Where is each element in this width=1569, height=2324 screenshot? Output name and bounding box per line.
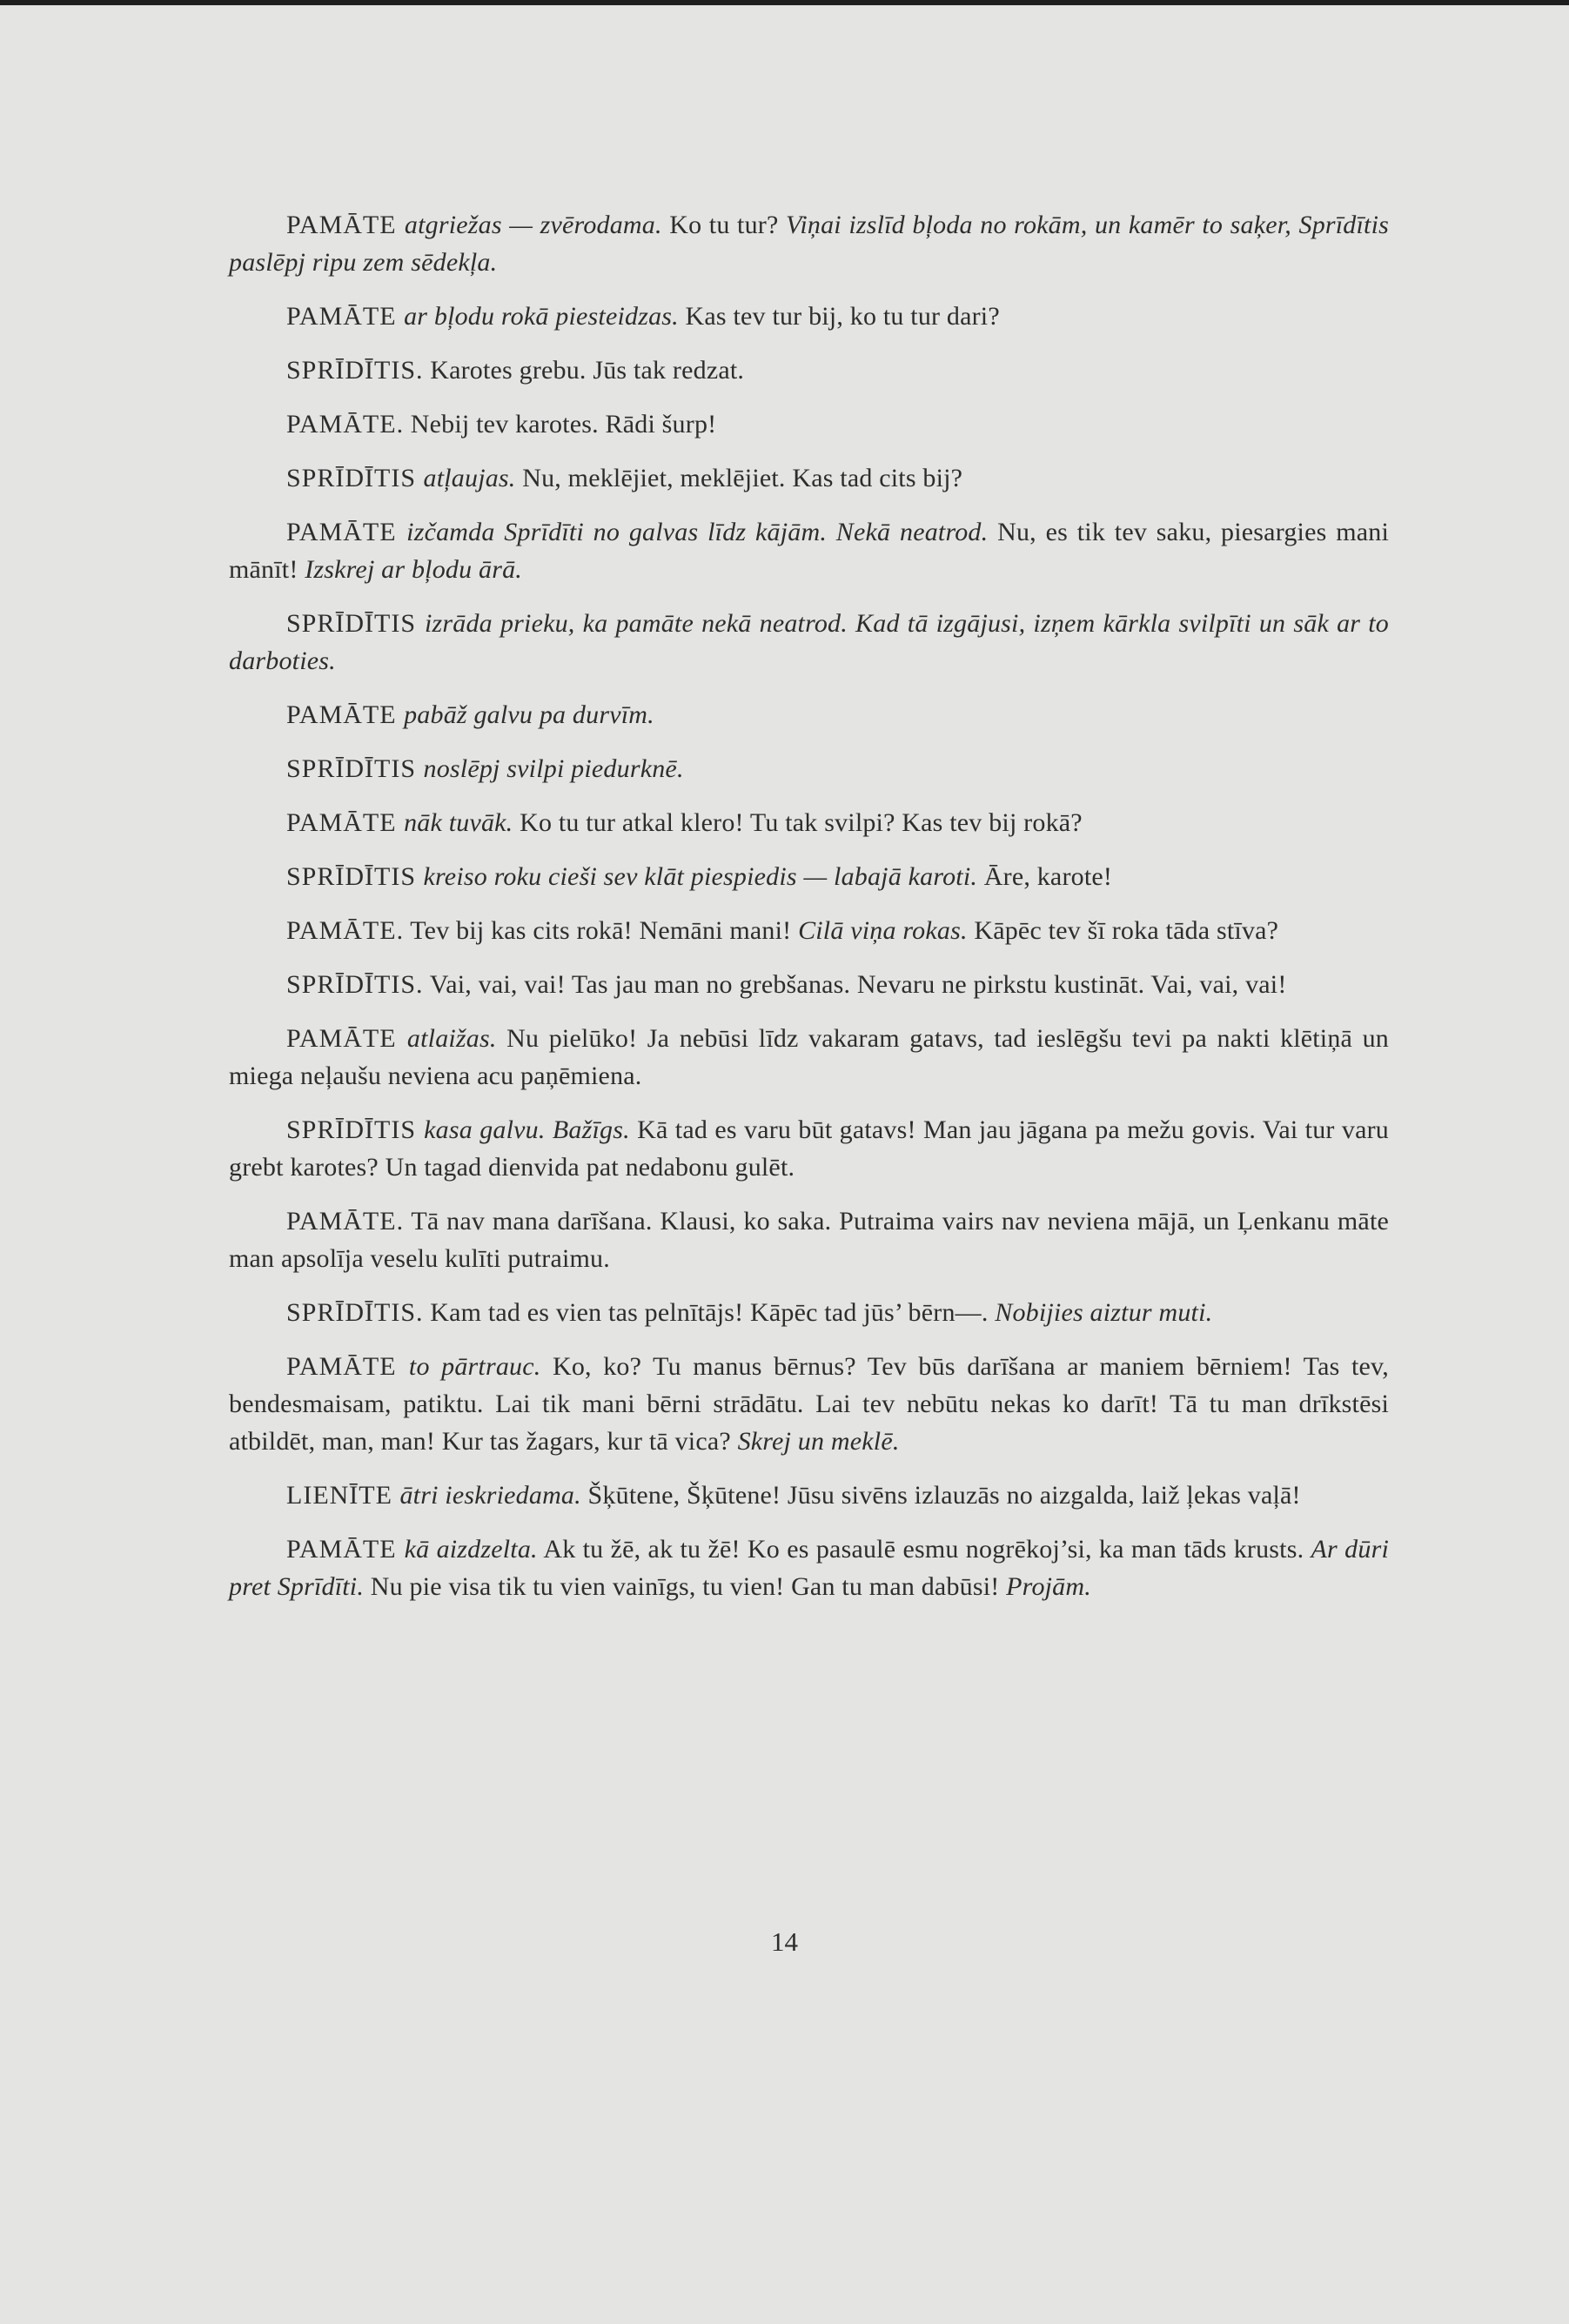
spoken-text: Kas tev tur bij, ko tu tur dari? <box>678 302 1000 331</box>
stage-direction: atgriežas — zvērodama. <box>404 211 662 239</box>
stage-direction: Projām. <box>1006 1572 1091 1601</box>
page-text <box>229 206 1389 1622</box>
speaker-name: SPRĪDĪTIS <box>286 464 424 492</box>
stage-direction: noslēpj svilpi piedurknē. <box>423 754 684 783</box>
speaker-name: SPRĪDĪTIS <box>286 862 424 891</box>
dialogue-paragraph <box>229 206 1389 281</box>
dialogue-paragraph <box>229 804 1389 841</box>
speaker-name: PAMĀTE <box>286 808 405 837</box>
spoken-text: Kam tad es vien tas pelnītājs! Kāpēc tad jūs’ bērn—. <box>423 1298 996 1327</box>
spoken-text: Nebij tev karotes. Rādi šurp! <box>404 410 717 439</box>
speaker-name: PAMĀTE. <box>286 1207 405 1236</box>
spoken-text: Kā tad es varu būt gatavs! Man jau jāgana pa mežu govis. Vai tur varu grebt karotes? Un tagad dienvida pat nedabonu gulēt. <box>229 1115 1390 1182</box>
speaker-name: SPRĪDĪTIS <box>286 1115 425 1144</box>
spoken-text: Nu, es tik tev saku, piesargies mani mānīt! <box>229 518 1390 584</box>
speaker-name: LIENĪTE <box>286 1481 400 1510</box>
spoken-text: Ak tu žē, ak tu žē! Ko es pasaulē esmu nogrēkoj’si, ka man tāds krusts. <box>537 1535 1311 1564</box>
dialogue-paragraph <box>229 513 1389 588</box>
speaker-name: SPRĪDĪTIS <box>286 754 424 783</box>
spoken-text: Vai, vai, vai! Tas jau man no grebšanas. Nevaru ne pirkstu kustināt. Vai, vai, vai! <box>423 970 1287 999</box>
stage-direction: Skrej un meklē. <box>737 1427 900 1456</box>
speaker-name: PAMĀTE. <box>286 410 405 439</box>
stage-direction: Nobijies aiztur muti. <box>995 1298 1213 1327</box>
speaker-name: PAMĀTE. <box>286 916 405 945</box>
stage-direction: Ar dūri pret Sprīdīti. <box>229 1535 1389 1601</box>
spoken-text: Karotes grebu. Jūs tak redzat. <box>423 356 745 385</box>
speaker-name: PAMĀTE <box>286 1352 409 1381</box>
stage-direction: Viņai izslīd bļoda no rokām, un kamēr to saķer, Sprīdītis paslēpj ripu zem sēdekļa. <box>229 211 1389 277</box>
speaker-name: PAMĀTE <box>286 1024 407 1053</box>
stage-direction: kreiso roku cieši sev klāt piespiedis — labajā karoti. <box>423 862 978 891</box>
scan-top-border <box>0 0 1569 5</box>
dialogue-paragraph <box>229 405 1389 443</box>
stage-direction: kā aizdzelta. <box>404 1535 538 1564</box>
stage-direction: izrāda prieku, ka pamāte nekā neatrod. Kad tā izgājusi, izņem kārkla svilpīti un sāk ar to darboties. <box>229 609 1390 675</box>
spoken-text: Ko, ko? Tu manus bērnus? Tev būs darīšana ar maniem bērniem! Tas tev, bendesmaisam, patiktu. Lai tik mani bērni strādātu. Lai tev nebūtu nekas ko darīt! Tā tu man drīkstēsi atbildēt, man, man! Kur tas žagars, kur tā vica? <box>229 1352 1389 1456</box>
dialogue-paragraph <box>229 1202 1389 1277</box>
dialogue-paragraph <box>229 1294 1389 1331</box>
stage-direction: Izskrej ar bļodu ārā. <box>305 555 522 584</box>
stage-direction: atļaujas. <box>423 464 516 492</box>
spoken-text: Kāpēc tev šī roka tāda stīva? <box>967 916 1279 945</box>
stage-direction: Cilā viņa rokas. <box>798 916 968 945</box>
stage-direction: atlaižas. <box>406 1024 497 1053</box>
spoken-text: Nu pie visa tik tu vien vainīgs, tu vien! Gan tu man dabūsi! <box>364 1572 1007 1601</box>
stage-direction: nāk tuvāk. <box>404 808 513 837</box>
dialogue-paragraph <box>229 1530 1389 1605</box>
page-number: 14 <box>771 1926 798 1957</box>
dialogue-paragraph <box>229 858 1389 895</box>
dialogue-paragraph <box>229 696 1389 733</box>
dialogue-paragraph <box>229 1477 1389 1514</box>
speaker-name: SPRĪDĪTIS. <box>286 1298 424 1327</box>
spoken-text: Tā nav mana darīšana. Klausi, ko saka. Putraima vairs nav neviena mājā, un Ļenkanu māte man apsolīja veselu kulīti putraimu. <box>229 1207 1389 1273</box>
speaker-name: PAMĀTE <box>286 518 407 546</box>
dialogue-paragraph <box>229 1111 1389 1186</box>
speaker-name: PAMĀTE <box>286 1535 405 1564</box>
speaker-name: SPRĪDĪTIS. <box>286 356 424 385</box>
speaker-name: SPRĪDĪTIS <box>286 609 425 638</box>
spoken-text: Ko tu tur atkal klero! Tu tak svilpi? Kas tev bij rokā? <box>513 808 1083 837</box>
stage-direction: ar bļodu rokā piesteidzas. <box>404 302 679 331</box>
spoken-text: Nu, meklējiet, meklējiet. Kas tad cits bij? <box>515 464 963 492</box>
spoken-text: Āre, karote! <box>977 862 1113 891</box>
dialogue-paragraph <box>229 912 1389 949</box>
dialogue-paragraph <box>229 966 1389 1003</box>
dialogue-paragraph <box>229 352 1389 389</box>
stage-direction: kasa galvu. Bažīgs. <box>424 1115 630 1144</box>
stage-direction: pabāž galvu pa durvīm. <box>404 700 654 729</box>
dialogue-paragraph <box>229 459 1389 497</box>
spoken-text: Tev bij kas cits rokā! Nemāni mani! <box>404 916 799 945</box>
spoken-text: Nu pielūko! Ja nebūsi līdz vakaram gatavs, tad ieslēgšu tevi pa nakti klētiņā un miega neļaušu neviena acu paņēmiena. <box>229 1024 1389 1090</box>
speaker-name: PAMĀTE <box>286 211 405 239</box>
stage-direction: izčamda Sprīdīti no galvas līdz kājām. Nekā neatrod. <box>406 518 989 546</box>
stage-direction: to pārtrauc. <box>408 1352 541 1381</box>
spoken-text: Šķūtene, Šķūtene! Jūsu sivēns izlauzās no aizgalda, laiž ļekas vaļā! <box>580 1481 1301 1510</box>
dialogue-paragraph <box>229 1020 1389 1095</box>
spoken-text: Ko tu tur? <box>661 211 787 239</box>
dialogue-paragraph <box>229 1348 1389 1460</box>
speaker-name: SPRĪDĪTIS. <box>286 970 424 999</box>
stage-direction: ātri ieskriedama. <box>399 1481 581 1510</box>
dialogue-paragraph <box>229 605 1389 680</box>
dialogue-paragraph <box>229 298 1389 335</box>
speaker-name: PAMĀTE <box>286 302 405 331</box>
speaker-name: PAMĀTE <box>286 700 405 729</box>
dialogue-paragraph <box>229 750 1389 787</box>
